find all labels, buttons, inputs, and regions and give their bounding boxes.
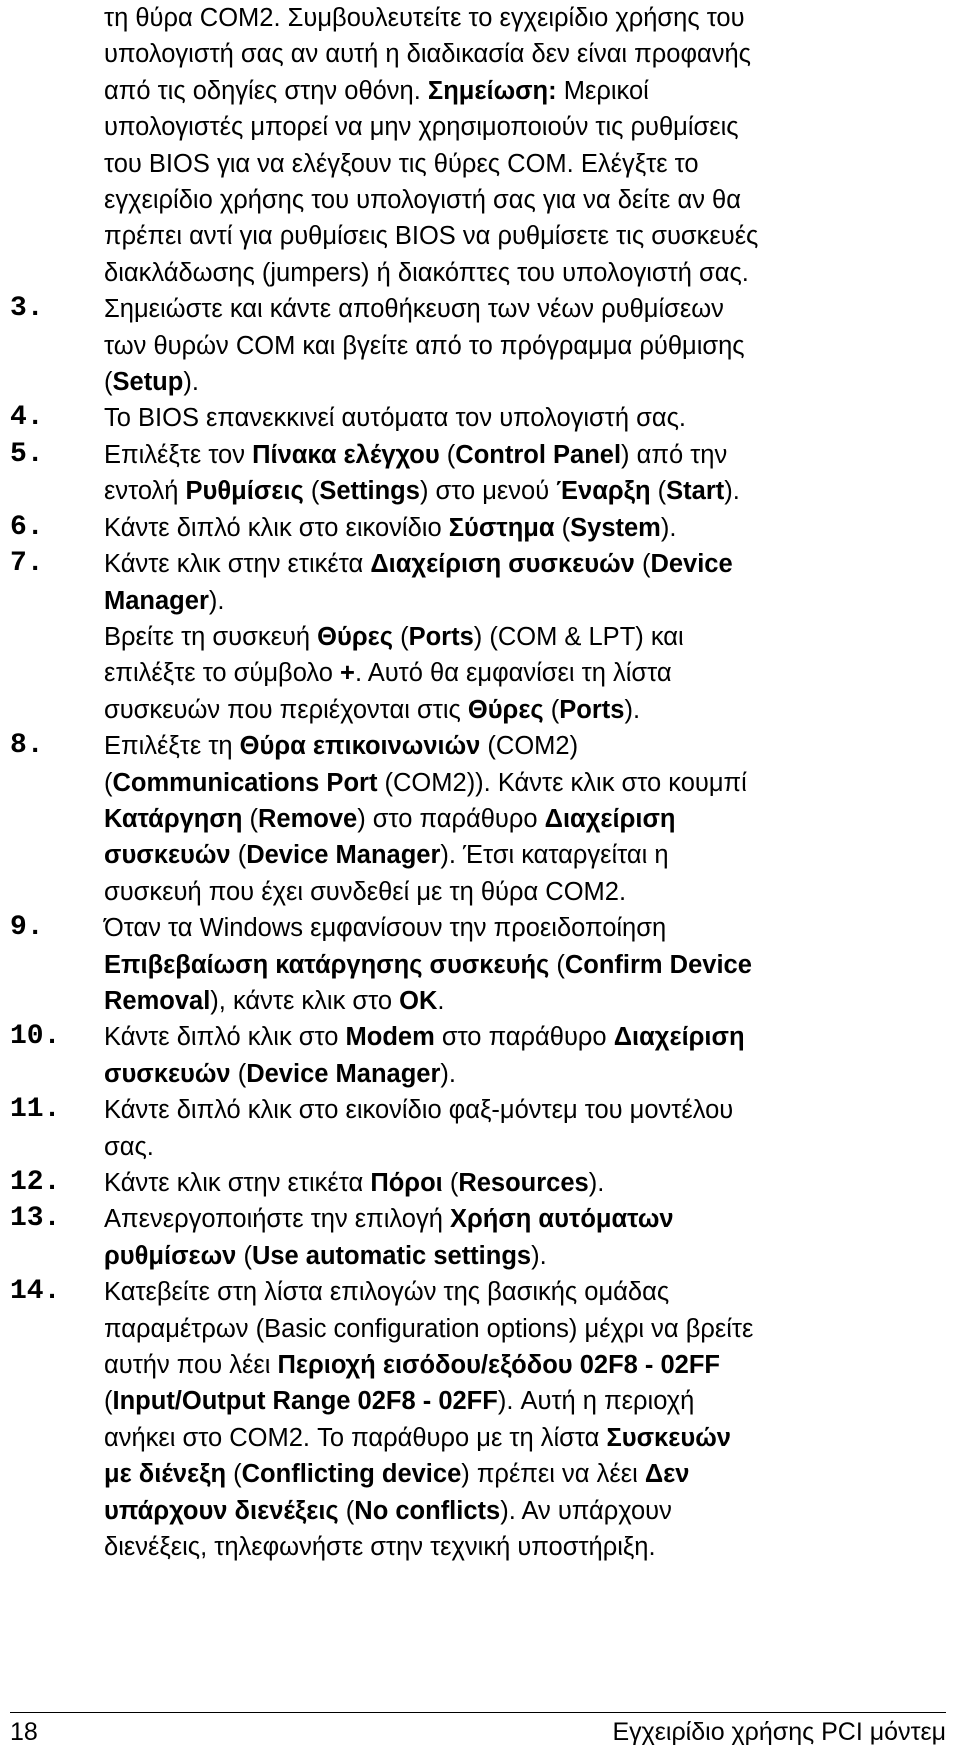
step-text	[104, 1092, 934, 1165]
text-segment: υπολογιστή σας αν αυτή η διαδικασία δεν είναι προφανής	[104, 40, 751, 69]
text-line	[104, 983, 934, 1019]
text-line	[104, 619, 934, 655]
bold-term: Χρήση αυτόματων	[449, 1205, 674, 1234]
text-segment: (	[104, 1387, 113, 1416]
step-item	[0, 1092, 960, 1165]
step-item	[0, 910, 960, 1019]
text-segment: Κάντε κλικ στην ετικέτα	[104, 1169, 371, 1197]
text-line	[104, 255, 934, 291]
text-segment: .	[437, 986, 445, 1015]
text-line	[104, 1019, 934, 1055]
text-segment: αυτήν που λέει	[104, 1351, 278, 1380]
text-segment: Κάντε διπλό κλικ στο εικονίδιο	[104, 513, 449, 542]
text-line	[104, 437, 934, 473]
step-text	[104, 1274, 934, 1565]
text-line	[104, 947, 934, 983]
step-text	[104, 910, 934, 1019]
text-segment: Το BIOS επανεκκινεί αυτόματα τον υπολογιστή σας.	[104, 404, 686, 433]
text-line	[104, 692, 934, 728]
bold-term: Θύρες	[317, 622, 393, 651]
step-number: 6.	[10, 511, 44, 543]
text-line	[104, 874, 934, 910]
step-text	[104, 1201, 934, 1274]
bold-term: Control Panel	[455, 440, 622, 469]
bold-term: Επιβεβαίωση κατάργησης συσκευής	[104, 950, 550, 979]
step-text	[104, 1165, 934, 1201]
text-segment: διενέξεις, τηλεφωνήστε στην τεχνική υποστήριξη.	[104, 1533, 656, 1562]
text-line	[104, 801, 934, 837]
bold-term: Modem	[345, 1023, 435, 1052]
step-item	[0, 728, 960, 910]
bold-term: Communications Port	[112, 768, 378, 797]
text-line	[104, 291, 934, 327]
text-line	[104, 36, 934, 72]
text-line	[104, 182, 934, 218]
bold-term: Θύρα επικοινωνιών	[239, 732, 481, 761]
step-text	[104, 400, 934, 436]
text-segment: (	[634, 550, 651, 579]
text-segment: ) από την	[621, 440, 728, 469]
text-line	[104, 473, 934, 509]
bold-term: Διαχείριση συσκευών	[370, 550, 635, 579]
step-item	[0, 291, 960, 400]
step-text	[104, 510, 934, 546]
step-text	[104, 728, 934, 910]
text-segment: πρέπει αντί για ρυθμίσεις BIOS να ρυθμίσετε τις συσκευές	[104, 222, 759, 251]
step-number: 7.	[10, 548, 44, 580]
text-segment: ).	[440, 1059, 456, 1088]
text-segment: παραμέτρων (Basic configuration options) μέχρι να βρείτε	[104, 1314, 754, 1343]
text-segment: εγχειρίδιο χρήσης του υπολογιστή σας για να δείτε αν θα	[104, 186, 741, 215]
bold-term: Conflicting device	[241, 1460, 462, 1489]
text-line	[104, 1493, 934, 1529]
text-segment: (	[303, 477, 320, 506]
text-segment: Επιλέξτε τη	[104, 732, 240, 761]
step-number: 10.	[10, 1021, 61, 1053]
text-segment: ) στο μενού	[419, 477, 557, 506]
text-segment: (	[230, 841, 247, 870]
bold-term: Use automatic settings	[251, 1241, 532, 1270]
text-segment: τη θύρα COM2. Συμβουλευτείτε το εγχειρίδιο χρήσης του	[104, 4, 745, 32]
text-segment: (	[104, 368, 113, 397]
text-segment: ) στο παράθυρο	[357, 804, 545, 833]
text-segment: των θυρών COM και βγείτε από το πρόγραμμα ρύθμισης	[104, 331, 745, 360]
text-segment: ). Αυτή η περιοχή	[497, 1387, 695, 1416]
text-line	[104, 109, 934, 145]
text-line	[104, 1456, 934, 1492]
text-segment: ) (COM & LPT) και	[473, 622, 684, 651]
step-item	[0, 1274, 960, 1565]
bold-term: Πόροι	[370, 1169, 443, 1197]
text-segment: (COM2)). Κάντε κλικ στο κουμπί	[377, 768, 747, 797]
text-segment: επιλέξτε το σύμβολο	[104, 659, 341, 688]
text-segment: του BIOS για να ελέγξουν τις θύρες COM. Ελέγξτε το	[104, 149, 699, 178]
bold-term: Setup	[112, 368, 184, 397]
text-line	[104, 400, 934, 436]
bold-term: Ports	[559, 695, 625, 724]
text-line	[104, 1420, 934, 1456]
text-segment: ).	[531, 1241, 547, 1270]
step-item	[0, 1019, 960, 1092]
step-item	[0, 1201, 960, 1274]
bold-term: ρυθμίσεων	[104, 1241, 237, 1270]
text-segment: Μερικοί	[556, 76, 649, 105]
step-item	[0, 1165, 960, 1201]
text-segment: υπολογιστές μπορεί να μην χρησιμοποιούν τις ρυθμίσεις	[104, 113, 739, 142]
text-line	[104, 1056, 934, 1092]
step-number: 9.	[10, 912, 44, 944]
bold-term: Σημείωση:	[427, 76, 557, 105]
text-line	[104, 1165, 934, 1201]
text-segment: Κατεβείτε στη λίστα επιλογών της βασικής ομάδας	[104, 1278, 670, 1307]
bold-term: Διαχείριση	[544, 804, 676, 833]
text-segment: (	[242, 804, 258, 833]
step-item	[0, 510, 960, 546]
bold-term: No conflicts	[354, 1496, 501, 1525]
text-segment: εντολή	[104, 477, 186, 506]
text-line	[104, 1383, 934, 1419]
text-line	[104, 583, 934, 619]
text-segment: ).	[624, 695, 641, 724]
step-number: 14.	[10, 1276, 61, 1308]
bold-term: συσκευών	[104, 1059, 231, 1088]
text-line	[104, 1347, 934, 1383]
bold-term: Input/Output Range 02F8 - 02FF	[112, 1387, 498, 1416]
text-segment: στο παράθυρο	[434, 1023, 614, 1052]
text-line	[104, 728, 934, 764]
text-segment: σας.	[104, 1132, 154, 1161]
steps-list	[0, 291, 960, 1565]
text-segment: Κάντε διπλό κλικ στο εικονίδιο φαξ-μόντεμ του μοντέλου	[104, 1096, 734, 1125]
text-segment: ).	[724, 477, 740, 506]
intro-paragraph	[104, 0, 934, 291]
text-segment: (COM2)	[480, 732, 579, 761]
text-line	[104, 1311, 934, 1347]
footer-title: Εγχειρίδιο χρήσης PCI μόντεμ	[612, 1718, 946, 1746]
bold-term: Remove	[258, 804, 358, 833]
text-segment: ) πρέπει να λέει	[461, 1460, 645, 1489]
text-segment: Όταν τα Windows εμφανίσουν την προειδοποίηση	[104, 914, 667, 943]
text-segment: (	[439, 440, 456, 469]
text-line	[104, 328, 934, 364]
bold-term: Ports	[408, 622, 474, 651]
bold-term: Περιοχή εισόδου/εξόδου 02F8 - 02FF	[277, 1351, 721, 1380]
text-segment: (	[393, 622, 409, 651]
step-item	[0, 400, 960, 436]
text-line	[104, 1129, 934, 1165]
bold-term: Θύρες	[467, 695, 544, 724]
page-number: 18	[10, 1718, 38, 1746]
bold-term: Συσκευών	[606, 1423, 731, 1452]
text-line	[104, 364, 934, 400]
text-line	[104, 73, 934, 109]
step-number: 12.	[10, 1167, 61, 1198]
text-segment: ανήκει στο COM2. Το παράθυρο με τη λίστα	[104, 1423, 607, 1452]
bold-term: Device Manager	[246, 841, 441, 870]
text-segment: Απενεργοποιήστε την επιλογή	[104, 1205, 450, 1234]
text-segment: από τις οδηγίες στην οθόνη.	[104, 76, 428, 105]
text-segment: (	[236, 1241, 252, 1270]
text-line	[104, 510, 934, 546]
page-footer	[10, 1712, 946, 1746]
step-text	[104, 1019, 934, 1092]
text-segment: (	[226, 1460, 242, 1489]
text-segment: Επιλέξτε τον	[104, 440, 253, 469]
text-line	[104, 1201, 934, 1237]
step-number: 5.	[10, 438, 44, 470]
step-item	[0, 437, 960, 510]
bold-term: Confirm Device	[564, 950, 752, 979]
text-line	[104, 1238, 934, 1274]
text-segment: (	[650, 477, 667, 506]
step-text	[104, 546, 934, 728]
text-line	[104, 837, 934, 873]
text-segment: συσκευή που έχει συνδεθεί με τη θύρα COM2.	[104, 877, 627, 906]
text-segment: (	[543, 695, 560, 724]
text-segment: ). Αν υπάρχουν	[500, 1496, 672, 1525]
text-segment: Κάντε διπλό κλικ στο	[104, 1023, 346, 1052]
text-line	[104, 218, 934, 254]
text-line	[104, 655, 934, 691]
text-segment: διακλάδωσης (jumpers) ή διακόπτες του υπολογιστή σας.	[104, 258, 749, 287]
step-text	[104, 437, 934, 510]
text-segment: (	[104, 768, 113, 797]
bold-term: System	[570, 513, 661, 542]
step-number: 13.	[10, 1203, 61, 1235]
bold-term: Δεν	[644, 1460, 690, 1489]
text-segment: ), κάντε κλικ στο	[210, 986, 400, 1015]
bold-term: Έναρξη	[556, 477, 651, 506]
step-number: 4.	[10, 402, 44, 434]
step-text	[104, 291, 934, 400]
bold-term: υπάρχουν διενέξεις	[104, 1496, 339, 1525]
text-segment: Κάντε κλικ στην ετικέτα	[104, 550, 371, 579]
bold-term: Πίνακα ελέγχου	[252, 440, 440, 469]
bold-term: Διαχείριση	[613, 1023, 745, 1052]
step-number: 8.	[10, 730, 44, 762]
bold-term: συσκευών	[104, 841, 231, 870]
bold-term: Κατάργηση	[104, 804, 243, 833]
text-segment: ).	[183, 368, 199, 397]
text-segment: ).	[660, 513, 677, 542]
text-segment: (	[554, 513, 571, 542]
bold-term: Ρυθμίσεις	[185, 477, 304, 506]
bold-term: Start	[666, 477, 725, 506]
step-number: 3.	[10, 293, 44, 325]
bold-term: OK	[399, 986, 438, 1015]
text-line	[104, 546, 934, 582]
text-line	[104, 765, 934, 801]
text-segment: (	[338, 1496, 355, 1525]
bold-term: Σύστημα	[448, 513, 555, 542]
bold-term: Settings	[319, 477, 420, 506]
text-line	[104, 0, 934, 36]
text-segment: συσκευών που περιέχονται στις	[104, 695, 468, 724]
bold-term: Resources	[458, 1169, 589, 1197]
text-line	[104, 146, 934, 182]
text-segment: . Αυτό θα εμφανίσει τη λίστα	[354, 659, 672, 688]
text-segment: ).	[208, 586, 225, 615]
bold-term: Removal	[104, 986, 211, 1015]
step-number: 11.	[10, 1094, 61, 1126]
bold-term: Device	[650, 550, 733, 579]
text-line	[104, 1274, 934, 1310]
bold-term: +	[340, 659, 355, 688]
bold-term: Manager	[104, 586, 209, 615]
bold-term: με διένεξη	[104, 1460, 227, 1489]
text-line	[104, 1092, 934, 1128]
text-segment: (	[549, 950, 565, 979]
text-segment: ).	[588, 1169, 605, 1197]
bold-term: Device Manager	[246, 1059, 441, 1088]
step-item	[0, 546, 960, 728]
text-segment: Βρείτε τη συσκευή	[104, 622, 318, 651]
text-segment: ). Έτσι καταργείται η	[440, 841, 669, 870]
text-segment: Σημειώστε και κάντε αποθήκευση των νέων ρυθμίσεων	[104, 295, 724, 324]
text-segment: (	[442, 1169, 459, 1197]
text-line	[104, 1529, 934, 1565]
text-segment: (	[230, 1059, 247, 1088]
text-line	[104, 910, 934, 946]
